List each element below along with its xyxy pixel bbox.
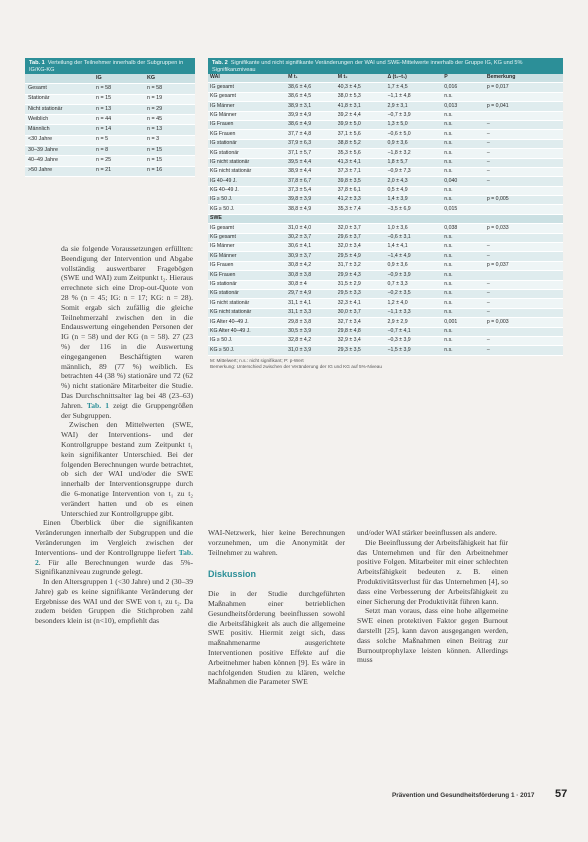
table-cell: p = 0,017 [485,83,563,92]
table-cell: 41,2 ± 3,3 [336,196,386,205]
table-cell: 30,6 ± 4,1 [286,243,336,252]
body-column-2 [208,528,345,687]
table-row [208,233,563,242]
table-cell: KG Männer [208,252,286,261]
table-1-caption-text: Verteilung der Teilnehmer innerhalb der Subgruppen in IG/KG-KG [29,60,184,73]
table-cell: – [485,149,563,158]
table-cell: – [485,130,563,139]
table-2 [208,58,563,370]
table-cell: −0,2 ± 3,5 [385,289,442,298]
table-cell: KG nicht stationär [208,308,286,317]
table-header-cell [25,74,93,84]
paragraph [61,244,193,420]
table-cell: p = 0,041 [485,102,563,111]
body-column-3 [357,528,508,665]
table-cell: KG nicht stationär [208,167,286,176]
table-cell: 29,6 ± 3,7 [336,233,386,242]
table-cell: KG stationär [208,289,286,298]
table-cell: <30 Jahre [25,135,93,145]
table-row [208,167,563,176]
table-cell: p = 0,005 [485,196,563,205]
table-cell: 1,3 ± 5,0 [385,120,442,129]
table-row [25,166,195,176]
table-cell: 38,8 ± 4,9 [286,205,336,214]
table-cell: n.s. [442,158,485,167]
table-cell: IG ≥ 50 J. [208,336,286,345]
table-cell: 0,016 [442,83,485,92]
table-cell: IG Alter 40–49 J. [208,318,286,327]
table-cell: >50 Jahre [25,166,93,176]
table-row [25,125,195,135]
table-row [208,280,563,289]
table-1-caption [25,58,195,74]
table-row [208,186,563,195]
table-row [25,115,195,125]
table-row [25,84,195,94]
table-cell: n.s. [442,299,485,308]
page-number: 57 [555,788,568,800]
table-cell: 2,9 ± 2,9 [385,318,442,327]
table-cell: KG ≥ 50 J. [208,205,286,214]
table-row [208,224,563,233]
table-row [208,149,563,158]
table-cell: n.s. [442,252,485,261]
table-cell: 2,9 ± 3,1 [385,102,442,111]
table-cell: 38,8 ± 5,2 [336,139,386,148]
table-cell: IG stationär [208,139,286,148]
table-cell: KG 40–49 J. [208,186,286,195]
table-cell: – [485,346,563,355]
table-cell: n = 44 [93,115,144,125]
table-cell: 31,1 ± 4,1 [286,299,336,308]
table-cell: IG Männer [208,102,286,111]
table-row [208,299,563,308]
table-cell: −1,1 ± 3,3 [385,308,442,317]
table-row [25,135,195,145]
table-cell: 31,1 ± 3,3 [286,308,336,317]
table-cell: n = 21 [93,166,144,176]
table-2-notes [208,356,563,370]
table-cell: n.s. [442,243,485,252]
journal-footer: Prävention und Gesundheitsförderung 1 · 2017 [392,792,535,799]
table-row [208,111,563,120]
table-header-cell: KG [144,74,195,84]
table-cell: – [485,299,563,308]
table-2-note: Bemerkung: Unterschied zwischen der Veränderung der IG und KG auf 5%-Niveau [210,363,382,369]
table-cell: – [485,280,563,289]
table-cell: 0,038 [442,224,485,233]
table-cell: n.s. [442,130,485,139]
table-cell [485,233,563,242]
table-cell: 29,9 ± 4,3 [336,271,386,280]
table-cell: 37,1 ± 5,7 [286,149,336,158]
paragraph: und/oder WAI stärker beeinflussen als andere. [357,528,497,537]
paragraph-text: zeigt die Gruppengrößen der Subgruppen. [61,400,194,420]
table-cell: 37,8 ± 6,7 [286,177,336,186]
table-cell: n.s. [442,336,485,345]
table-cell: 0,5 ± 4,9 [385,186,442,195]
table-cell: n = 16 [144,166,195,176]
table-cell: 2,0 ± 4,3 [385,177,442,186]
table-cell: 31,7 ± 3,2 [336,261,386,270]
table-cell: 29,5 ± 4,9 [336,252,386,261]
table-cell: 30,8 ± 4 [286,280,336,289]
table-cell: n = 5 [93,135,144,145]
table-cell: 0,9 ± 3,6 [385,261,442,270]
table-cell: 32,8 ± 4,2 [286,336,336,345]
paragraph [35,518,193,577]
table-cell: 37,9 ± 6,3 [286,139,336,148]
table-cell: 32,0 ± 3,7 [336,224,386,233]
table-1 [25,58,195,177]
table-row [208,318,563,327]
table-row [208,196,563,205]
table-cell: – [485,336,563,345]
table-cell: 39,9 ± 5,0 [336,120,386,129]
table-cell: 37,3 ± 7,1 [336,167,386,176]
table-cell [485,271,563,280]
table-cell: KG gesamt [208,233,286,242]
table-cell: 29,3 ± 3,5 [336,346,386,355]
table-row [208,92,563,101]
table-cell: 41,3 ± 4,1 [336,158,386,167]
table-row [208,327,563,336]
table-cell: n = 15 [144,146,195,156]
table-cell: 1,2 ± 4,0 [385,299,442,308]
table-cell: KG Frauen [208,130,286,139]
table-header-cell: Bemerkung [485,74,563,83]
table-cell: −0,3 ± 3,9 [385,336,442,345]
table-cell: 38,9 ± 3,1 [286,102,336,111]
paragraph: Die Beeinflussung der Arbeitsfähigkeit hat für das Unternehmen und für den Arbeitnehmer positive Folgen. Mitarbeiter mit einer schlechten Arbeitsfähigkeit bedeuten z. B. einen Produktivitätsverlust für das Unternehmen [4], so dass eine Verbesserung der Arbeitsfähigkeit zu einer Sicherung der Produktivität führen kann. [357,537,508,606]
table-cell: 1,7 ± 4,5 [385,83,442,92]
table-2-caption-text: Signifikante und nicht signifikante Veränderungen der WAI und SWE-Mittelwerte innerhalb der Gruppe IG, KG und 5% Signifikanzniveau [212,60,523,73]
paragraph-text: . Für alle Berechnungen wurde das 5%-Signifikanzniveau zugrunde gelegt. [35,557,193,577]
table-row [208,336,563,345]
table-cell: 0,001 [442,318,485,327]
table-cell: IG nicht stationär [208,158,286,167]
table-cell: 1,8 ± 5,7 [385,158,442,167]
table-cell [485,92,563,101]
table-cell: n.s. [442,261,485,270]
table-header-cell: Δ (t₂–t₁) [385,74,442,83]
table-header-cell: IG [93,74,144,84]
table-row [25,156,195,166]
table-cell: 29,7 ± 4,9 [286,289,336,298]
table-row [208,120,563,129]
table-cell: 37,1 ± 5,6 [336,130,386,139]
paragraph: Die in der Studie durchgeführten Maßnahmen einer betrieblichen Gesundheitsförderung beeinflussen sowohl die Arbeitsfähigkeit als auch die allgemeine SWE positiv. Hiermit zeigt sich, dass maßnahmenarme ausgerichtete Interventionen positive Effekte auf die Arbeitnehmer haben können [9]. Es wäre in nachfolgenden Studien zu klären, welche Maßnahmen die Parameter SWE [208,589,345,687]
table-row [25,146,195,156]
table-row [208,158,563,167]
table-cell: – [485,177,563,186]
table-cell: −1,8 ± 3,2 [385,149,442,158]
table-2-header-row [208,74,563,83]
table-cell: −0,7 ± 4,1 [385,327,442,336]
table-cell: n.s. [442,280,485,289]
table-1-number: Tab. 1 [29,60,45,66]
table-cell: – [485,158,563,167]
table-cell: n.s. [442,233,485,242]
table-cell: 31,0 ± 4,0 [286,224,336,233]
table-cell: IG ≥ 50 J. [208,196,286,205]
paragraph: WAI-Netzwerk, hier keine Berechnungen vorzunehmen, um die Anonymität der Teilnehmer zu wahren. [208,528,345,557]
table-cell: 32,0 ± 3,4 [336,243,386,252]
table-cell: 37,8 ± 6,1 [336,186,386,195]
table-cell: IG 40–49 J. [208,177,286,186]
table-cell: n = 15 [144,156,195,166]
table-cell: 30,5 ± 3,9 [286,327,336,336]
table-cell: 29,8 ± 4,8 [336,327,386,336]
table-cell: 39,9 ± 4,9 [286,111,336,120]
table-cell: 30,8 ± 4,2 [286,261,336,270]
table-row [208,102,563,111]
table-cell: 38,6 ± 4,9 [286,120,336,129]
table-cell: IG Frauen [208,120,286,129]
table-cell: 38,6 ± 4,6 [286,83,336,92]
table-cell: n = 58 [93,84,144,94]
body-column-1 [35,244,194,626]
table-row [208,346,563,355]
table-cell: n.s. [442,308,485,317]
table-cell: n.s. [442,327,485,336]
table-cell: Stationär [25,94,93,104]
table-cell: n.s. [442,120,485,129]
table-cell: −1,1 ± 4,8 [385,92,442,101]
table-cell: Weiblich [25,115,93,125]
table-cell: p = 0,037 [485,261,563,270]
table-cell: −0,6 ± 5,0 [385,130,442,139]
table-cell: n.s. [442,111,485,120]
table-1-header-row [25,74,195,84]
table-cell: 35,3 ± 5,6 [336,149,386,158]
table-cell: KG Männer [208,111,286,120]
table-cell: 30–39 Jahre [25,146,93,156]
table-cell: 0,040 [442,177,485,186]
table-row [208,83,563,92]
table-cell: 38,6 ± 4,5 [286,92,336,101]
table-cell: – [485,308,563,317]
paragraph-text: da sie folgende Voraussetzungen erfüllten: Beendigung der Intervention und Abgabe vollständig auswertbarer Fragebögen (SWE und WAI) zum Zeitpunkt t₂. Hieraus errechnete sich eine Drop-out-Quote von 28 % (n = 45; IG: n = 17; KG: n = 28). Somit ergab sich zufällig die gleiche Teilnehmerzahl zwischen den in die Endauswertung eingehenden Personen der IG (n = 58) und der KG (n = 58). 27 (23 %) der 116 in die Auswertung eingegangenen Beschäftigten waren männlich, 89 (77 %) weiblich. Es betrachten 44 (38 %) stationäre und 72 (62 %) nicht stationäre Mitarbeiter die Studie. Das Durchschnittsalter lag bei 48 (23–63) Jahren. [61,244,193,410]
table-row [208,177,563,186]
table-cell: – [485,252,563,261]
table-row [25,94,195,104]
table-row [208,139,563,148]
table-cell: 0,7 ± 3,3 [385,280,442,289]
table-cell: 0,015 [442,205,485,214]
table-cell: n.s. [442,167,485,176]
table-cell: 37,3 ± 5,4 [286,186,336,195]
table-cell: KG Alter 40–49 J. [208,327,286,336]
table-cell: p = 0,033 [485,224,563,233]
table-cell: 0,9 ± 3,6 [385,139,442,148]
table-cell: KG ≥ 50 J. [208,346,286,355]
table-header-cell: M t₂ [336,74,386,83]
table-cell: IG Frauen [208,261,286,270]
table-cell: Nicht stationär [25,104,93,114]
table-row [208,130,563,139]
table-cell: – [485,243,563,252]
table-cell: 35,3 ± 7,4 [336,205,386,214]
table-cell: KG stationär [208,149,286,158]
table-cell: IG gesamt [208,83,286,92]
table-row [208,308,563,317]
table-cell: – [485,120,563,129]
table-cell: n = 58 [144,84,195,94]
table-row [208,271,563,280]
table-cell: KG Frauen [208,271,286,280]
table-cell: 31,5 ± 2,9 [336,280,386,289]
table-cell: 0,013 [442,102,485,111]
table-cell: IG gesamt [208,224,286,233]
table-cell: – [485,289,563,298]
table-row [208,252,563,261]
table-row [208,289,563,298]
table-cell: 40–49 Jahre [25,156,93,166]
table-cell: n = 8 [93,146,144,156]
table-cell: n = 13 [144,125,195,135]
table-cell: n.s. [442,196,485,205]
table-reference[interactable]: Tab. 2 [35,547,193,567]
table-cell: 30,2 ± 3,7 [286,233,336,242]
table-cell: −3,5 ± 6,9 [385,205,442,214]
table-header-cell: P [442,74,485,83]
table-cell: n.s. [442,271,485,280]
table-cell: −0,9 ± 3,9 [385,271,442,280]
table-cell: IG nicht stationär [208,299,286,308]
table-cell: 32,3 ± 4,1 [336,299,386,308]
table-cell: −0,6 ± 3,1 [385,233,442,242]
table-cell: −1,4 ± 4,9 [385,252,442,261]
table-cell: n.s. [442,289,485,298]
table-row [208,261,563,270]
paragraph: Zwischen den Mittelwerten (SWE, WAI) der Interventions- und der Kontrollgruppe bestand zum Zeitpunkt t₁ kein signifikanter Unterschied. Bei der folgenden Berechnungen wurde betrachtet, ob sich der WAI und/oder die SWE innerhalb der Interventionsgruppe durch die 6-monatige Intervention von t₁ zu t₂ verändert hatten und ob es einen Unterschied zur Kontrollgruppe gibt. [61,420,193,518]
table-section-row [208,214,563,223]
paragraph: In den Altersgruppen 1 (<30 Jahre) und 2 (30–39 Jahre) gab es keine signifikante Veränderung der Ergebnisse des WAI und der SWE von t₁ zu t₂. Da zudem beiden Gruppen die Stichproben zahl besonders klein ist (n<10), empfiehlt das [35,577,193,626]
table-cell: 31,0 ± 3,9 [286,346,336,355]
table-row [25,104,195,114]
table-cell: – [485,167,563,176]
table-cell: n = 14 [93,125,144,135]
table-cell: IG stationär [208,280,286,289]
table-cell: 30,9 ± 3,7 [286,252,336,261]
table-cell: 41,8 ± 3,1 [336,102,386,111]
table-cell: 39,8 ± 3,5 [336,177,386,186]
table-cell: 1,0 ± 3,6 [385,224,442,233]
table-cell: 38,9 ± 4,4 [286,167,336,176]
table-2-note: M: Mittelwert; n.s.: nicht signifikant; P: p-Wert [210,357,304,363]
table-cell: 39,8 ± 3,9 [286,196,336,205]
table-cell: IG Männer [208,243,286,252]
table-cell: 39,2 ± 4,4 [336,111,386,120]
table-cell: n = 3 [144,135,195,145]
table-cell: 29,8 ± 3,8 [286,318,336,327]
table-header-cell: M t₁ [286,74,336,83]
table-cell: Männlich [25,125,93,135]
table-cell: 40,3 ± 4,5 [336,83,386,92]
table-cell: 32,7 ± 3,4 [336,318,386,327]
table-row [208,205,563,214]
table-cell: 30,8 ± 3,8 [286,271,336,280]
table-cell: 1,4 ± 3,9 [385,196,442,205]
table-cell: n.s. [442,186,485,195]
table-cell: n = 29 [144,104,195,114]
table-cell: n = 45 [144,115,195,125]
table-cell: −0,7 ± 3,9 [385,111,442,120]
table-header-cell: WAI [208,74,286,83]
table-section-label: SWE [208,214,563,223]
table-cell: Gesamt [25,84,93,94]
paragraph-text: Einen Überblick über die signifikanten Veränderungen innerhalb der Subgruppen und die Veränderungen im Vergleich zwischen der Interventions- und der Kontrollgruppe liefert [35,518,193,557]
table-cell: −0,9 ± 7,3 [385,167,442,176]
table-cell: KG gesamt [208,92,286,101]
table-row [208,243,563,252]
table-cell: n.s. [442,139,485,148]
table-cell: 1,4 ± 4,1 [385,243,442,252]
table-cell [485,186,563,195]
table-cell: n = 25 [93,156,144,166]
table-cell: n = 19 [144,94,195,104]
table-reference[interactable]: Tab. 1 [86,400,110,410]
table-cell: – [485,139,563,148]
table-cell: 37,7 ± 4,8 [286,130,336,139]
table-cell [485,327,563,336]
table-cell: p = 0,003 [485,318,563,327]
table-cell: n = 15 [93,94,144,104]
table-cell [485,111,563,120]
table-cell: n.s. [442,149,485,158]
table-cell: 32,9 ± 3,4 [336,336,386,345]
table-cell: −1,5 ± 3,9 [385,346,442,355]
table-cell: 30,0 ± 3,7 [336,308,386,317]
table-2-number: Tab. 2 [212,60,228,66]
table-cell: 29,5 ± 3,3 [336,289,386,298]
table-cell: n = 13 [93,104,144,114]
table-cell: n.s. [442,346,485,355]
table-cell [485,205,563,214]
table-cell: 39,5 ± 4,4 [286,158,336,167]
paragraph: Setzt man voraus, dass eine hohe allgemeine SWE einen protektiven Faktor gegen Burnout darstellt [25], kann davon ausgegangen werden, dass solche Maßnahmen einen Beitrag zur Burnoutprophylaxe leisten können. Allerdings muss [357,606,508,665]
table-cell: 38,0 ± 5,3 [336,92,386,101]
section-heading: Diskussion [208,569,257,580]
table-cell: n.s. [442,92,485,101]
table-2-caption [208,58,563,74]
